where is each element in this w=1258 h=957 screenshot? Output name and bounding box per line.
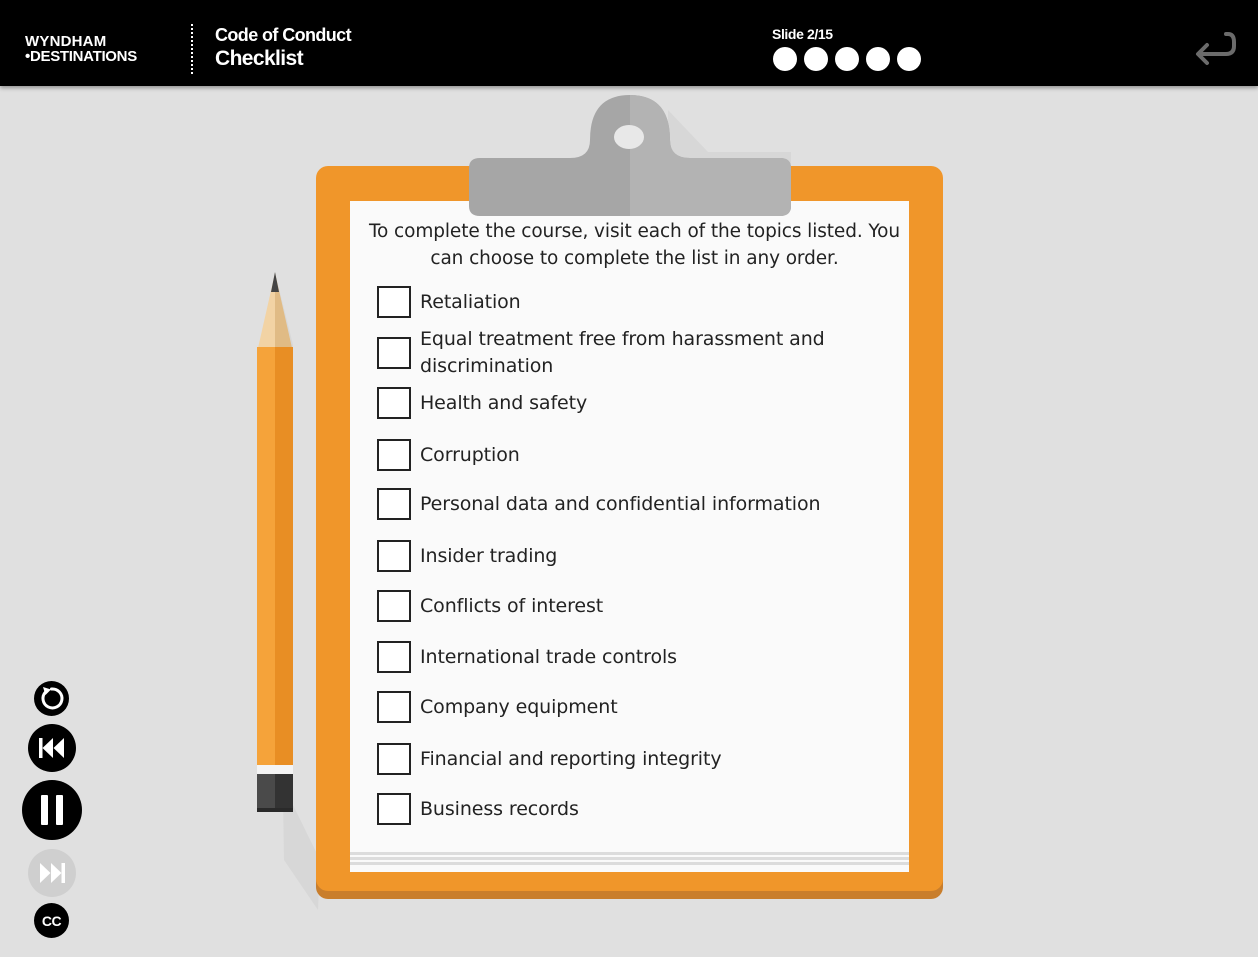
slide-indicator: Slide 2/15	[772, 26, 833, 42]
checklist-item-retaliation[interactable]	[377, 286, 860, 318]
progress-dot	[897, 47, 921, 71]
fast-forward-icon	[28, 849, 76, 897]
checklist-item-corruption[interactable]	[377, 439, 860, 471]
paper-edges	[350, 852, 909, 870]
checkbox[interactable]	[377, 743, 411, 775]
checkbox[interactable]	[377, 641, 411, 673]
logo-line-1: WYNDHAM	[25, 33, 107, 50]
wyndham-destinations-logo	[25, 34, 137, 64]
checklist-item-equal-treatment[interactable]	[377, 326, 860, 380]
checklist-item-label: Retaliation	[420, 290, 521, 313]
closed-captions-button[interactable]	[34, 903, 69, 938]
checklist-item-label: Insider trading	[420, 544, 558, 567]
replay-icon	[34, 681, 69, 716]
header-divider	[191, 24, 193, 74]
rewind-button[interactable]	[28, 724, 76, 772]
checkbox[interactable]	[377, 387, 411, 419]
checklist-item-financial-integrity[interactable]	[377, 743, 860, 775]
checkbox[interactable]	[377, 691, 411, 723]
return-arrow-icon	[1190, 30, 1238, 70]
replay-button[interactable]	[34, 681, 69, 716]
rewind-icon	[28, 724, 76, 772]
checklist-item-personal-data[interactable]	[377, 488, 860, 520]
logo-line-2: •DESTINATIONS	[25, 48, 137, 65]
checklist-item-insider-trading[interactable]	[377, 540, 860, 572]
progress-dot	[773, 47, 797, 71]
checklist-item-company-equipment[interactable]	[377, 691, 860, 723]
checklist-item-label: Financial and reporting integrity	[420, 747, 722, 770]
checkbox[interactable]	[377, 793, 411, 825]
checkbox[interactable]	[377, 439, 411, 471]
checkbox[interactable]	[377, 540, 411, 572]
checklist-item-label: Business records	[420, 797, 579, 820]
course-title: Code of Conduct	[215, 25, 351, 45]
cc-label: CC	[41, 912, 62, 929]
progress-dot	[804, 47, 828, 71]
checkbox[interactable]	[377, 337, 411, 369]
progress-dots	[773, 47, 921, 71]
slide-title: Checklist	[215, 47, 303, 70]
pause-icon	[22, 780, 82, 840]
progress-dot	[835, 47, 859, 71]
checklist-instructions: To complete the course, visit each of the topics listed. You can choose to complete the list in any order.	[368, 221, 901, 269]
checkbox[interactable]	[377, 590, 411, 622]
checklist-item-label: Health and safety	[420, 391, 588, 414]
checklist-item-conflicts-of-interest[interactable]	[377, 590, 860, 622]
checkbox[interactable]	[377, 286, 411, 318]
pause-button[interactable]	[22, 780, 82, 840]
checklist-item-business-records[interactable]	[377, 793, 860, 825]
checkbox[interactable]	[377, 488, 411, 520]
checklist-item-trade-controls[interactable]	[377, 641, 860, 673]
checklist-item-label: Company equipment	[420, 695, 618, 718]
checklist-item-label: Corruption	[420, 443, 520, 466]
progress-dot	[866, 47, 890, 71]
fast-forward-button[interactable]	[28, 849, 76, 897]
checklist-item-label: Conflicts of interest	[420, 594, 604, 617]
checklist-item-label: International trade controls	[420, 645, 677, 668]
top-bar	[0, 0, 1258, 86]
back-button[interactable]	[1190, 30, 1238, 70]
checklist-item-label: Personal data and confidential information	[420, 492, 821, 515]
checklist-item-health-safety[interactable]	[377, 387, 860, 419]
checklist-item-label: Equal treatment free from harassment and discrimination	[420, 328, 825, 377]
